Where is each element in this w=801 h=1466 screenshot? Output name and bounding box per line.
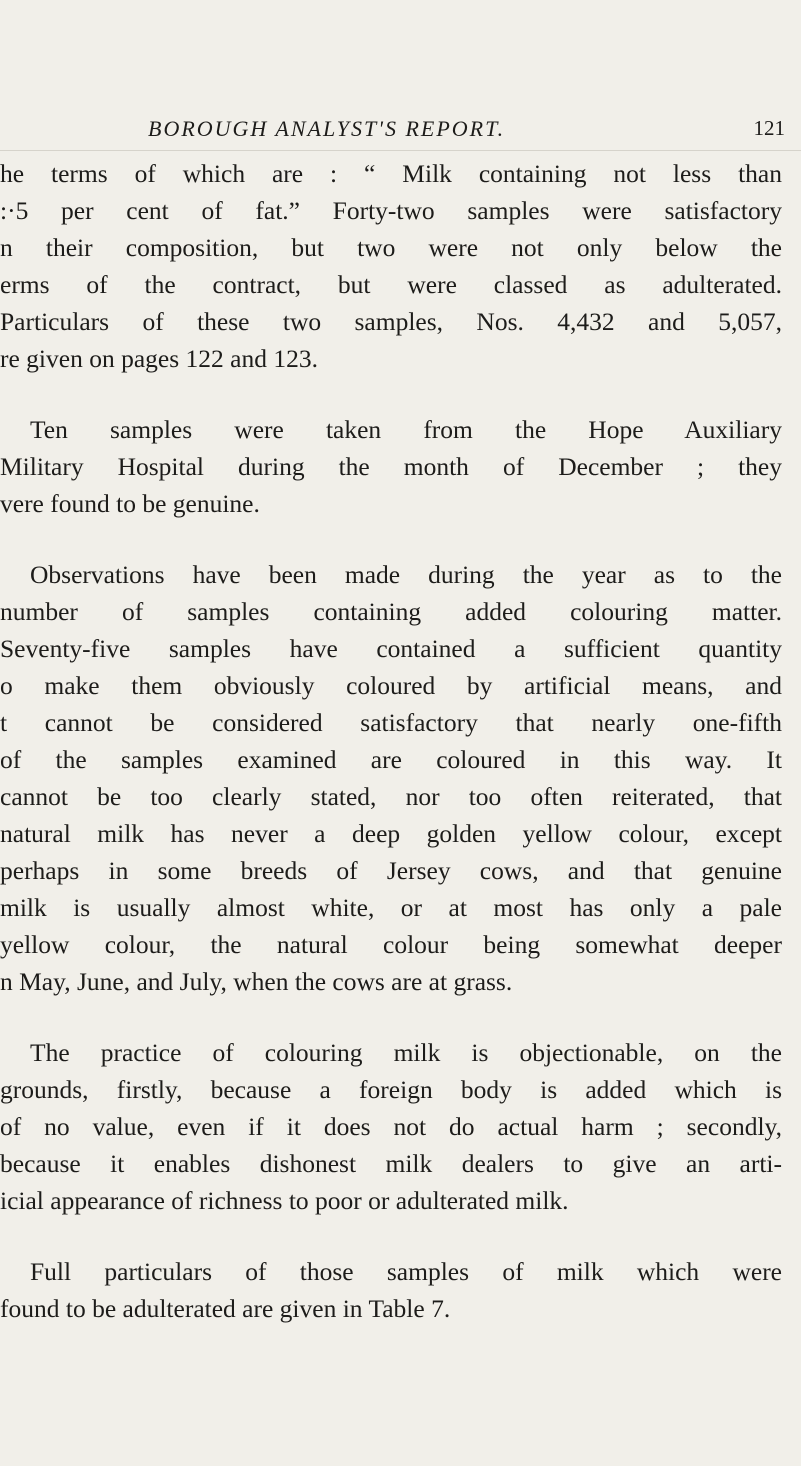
text-line: Full particulars of those samples of milk which were: [30, 1257, 782, 1286]
text-line: n May, June, and July, when the cows are at grass.: [0, 967, 513, 996]
text-line: re given on pages 122 and 123.: [0, 344, 318, 373]
text-line: Ten samples were taken from the Hope Auxiliary: [30, 415, 782, 444]
paragraph-colouring-observations: [0, 556, 801, 1000]
text-line: icial appearance of richness to poor or adulterated milk.: [0, 1186, 569, 1215]
text-line: The practice of colouring milk is objectionable, on the: [30, 1038, 782, 1067]
running-title: BOROUGH ANALYST'S REPORT.: [148, 116, 506, 141]
text-line: Military Hospital during the month of December ; they: [0, 452, 782, 481]
text-line: because it enables dishonest milk dealers to give an arti-: [0, 1149, 782, 1178]
text-line: erms of the contract, but were classed as adulterated.: [0, 270, 782, 299]
text-line: t cannot be considered satisfactory that nearly one-fifth: [0, 708, 782, 737]
text-line: perhaps in some breeds of Jersey cows, and that genuine: [0, 856, 782, 885]
text-line: milk is usually almost white, or at most has only a pale: [0, 893, 782, 922]
text-line: Seventy-five samples have contained a sufficient quantity: [0, 634, 782, 663]
paragraph-colouring-objections: [0, 1034, 801, 1219]
body-text: [0, 155, 801, 1361]
text-line: o make them obviously coloured by artificial means, and: [0, 671, 782, 700]
page-number: 121: [753, 116, 785, 140]
paragraph-milk-contract: [0, 155, 801, 377]
text-line: Particulars of these two samples, Nos. 4,432 and 5,057,: [0, 307, 782, 336]
text-line: he terms of which are : “ Milk containing not less than: [0, 159, 782, 188]
text-line: vere found to be genuine.: [0, 489, 260, 518]
text-line: Observations have been made during the year as to the: [30, 560, 782, 589]
text-line: cannot be too clearly stated, nor too often reiterated, that: [0, 782, 782, 811]
text-line: grounds, firstly, because a foreign body is added which is: [0, 1075, 782, 1104]
text-line: natural milk has never a deep golden yellow colour, except: [0, 819, 782, 848]
text-line: of the samples examined are coloured in this way. It: [0, 745, 782, 774]
text-line: yellow colour, the natural colour being somewhat deeper: [0, 930, 782, 959]
text-line: found to be adulterated are given in Table 7.: [0, 1294, 451, 1323]
page-header: [0, 116, 801, 146]
text-line: :·5 per cent of fat.” Forty-two samples were satisfactory: [0, 196, 782, 225]
header-rule: [0, 150, 801, 151]
text-line: of no value, even if it does not do actual harm ; secondly,: [0, 1112, 782, 1141]
text-line: number of samples containing added colouring matter.: [0, 597, 782, 626]
text-line: n their composition, but two were not only below the: [0, 233, 782, 262]
paragraph-table-reference: [0, 1253, 801, 1327]
paragraph-hospital-samples: [0, 411, 801, 522]
